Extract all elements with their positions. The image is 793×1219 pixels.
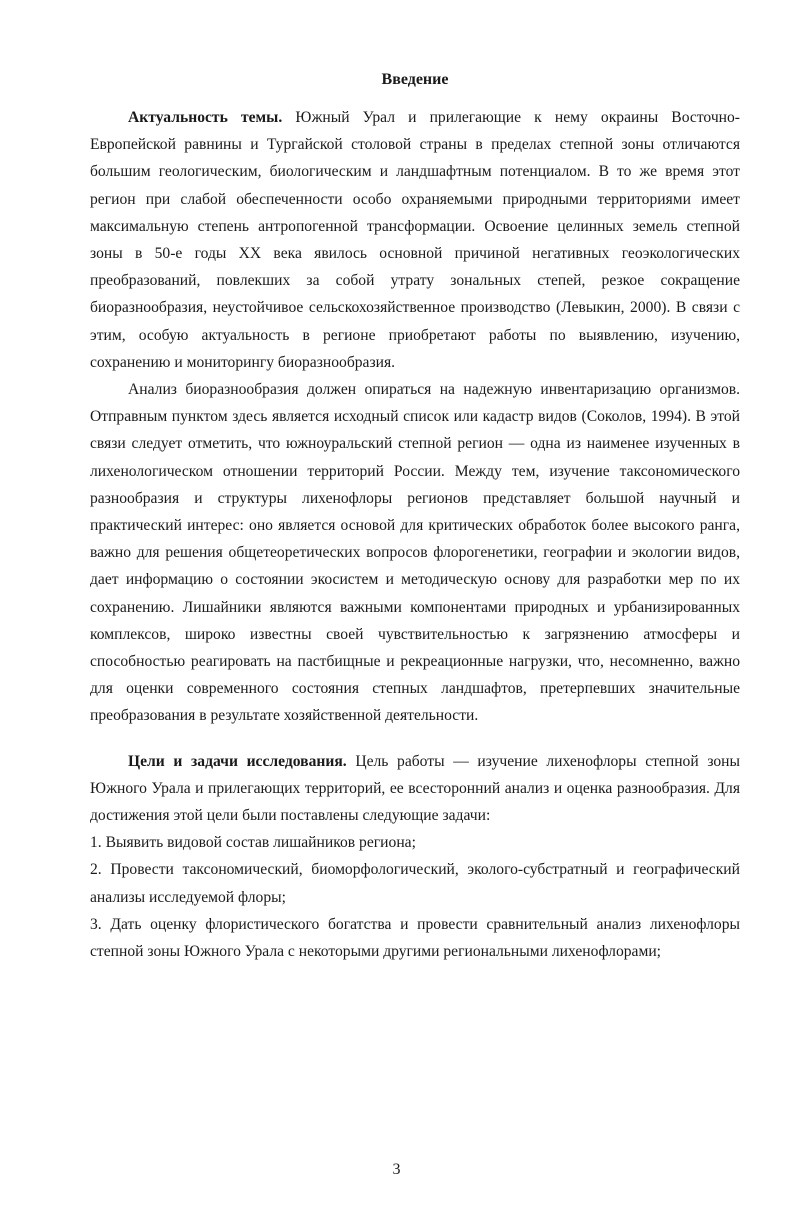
relevance-paragraph (90, 104, 740, 376)
relevance-text: Южный Урал и прилегающие к нему окраины Восточно-Европейской равнины и Тургайской столовой страны в пределах степной зоны отличаются большим геологическим, биологическим и ландшафтным потенциалом. В то же время этот регион при слабой обеспеченности особо охраняемыми природными территориями имеет максимальную степень антропогенной трансформации. Освоение целинных земель степной зоны в 50-е годы XX века явилось основной причиной негативных геоэкологических преобразований, повлекших за собой утрату зональных степей, резкое сокращение биоразнообразия, неустойчивое сельскохозяйственное производство (Левыкин, 2000). В связи с этим, особую актуальность в регионе приобретают работы по выявлению, изучению, сохранению и мониторингу биоразнообразия. (90, 109, 740, 371)
document-heading: Введение (381, 71, 449, 88)
relevance-lead: Актуальность темы. (128, 109, 283, 126)
task-item-2: 2. Провести таксономический, биоморфологический, эколого-субстратный и географический анализы исследуемой флоры; (90, 861, 740, 906)
goals-text: Цель работы — изучение лихенофлоры степной зоны Южного Урала и прилегающих территорий, ее всесторонний анализ и оценка разнообразия. Для достижения этой цели были поставлены следующие задачи: (90, 752, 741, 825)
task-item-1: 1. Выявить видовой состав лишайников региона; (90, 834, 416, 852)
task-item-3: 3. Дать оценку флористического богатства и провести сравнительный анализ лихенофлоры степной зоны Южного Урала с некоторыми другими региональными лихенофлорами; (90, 915, 740, 961)
goals-lead: Цели и задачи исследования. (128, 752, 347, 770)
biodiversity-paragraph: Анализ биоразнообразия должен опираться на надежную инвентаризацию организмов. Отправным пунктом здесь является исходный список или кадастр видов (Соколов, 1994). В этой связи следует отметить, что южноуральский степной регион — одна из наименее изученных в лихенологическом отношении территорий России. Между тем, изучение таксономического разнообразия и структуры лихенофлоры регионов представляет большой научный и практический интерес: оно является основой для критических обработок более высокого ранга, важно для решения общетеоретических вопросов флорогенетики, географии и экологии видов, дает информацию о состоянии экосистем и методическую основу для разработки мер по их сохранению. Лишайники являются важными компонентами природных и урбанизированных комплексов, широко известны своей чувствительностью к загрязнению атмосферы и способностью реагировать на пастбищные и рекреационные нагрузки, что, несомненно, важно для оценки современного состояния степных ландшафтов, претерпевших значительные преобразования в результате хозяйственной деятельности. (90, 381, 740, 725)
document-page (90, 70, 740, 965)
section-gap (90, 730, 740, 748)
page-number: 3 (392, 1161, 401, 1178)
goals-paragraph (90, 748, 740, 830)
